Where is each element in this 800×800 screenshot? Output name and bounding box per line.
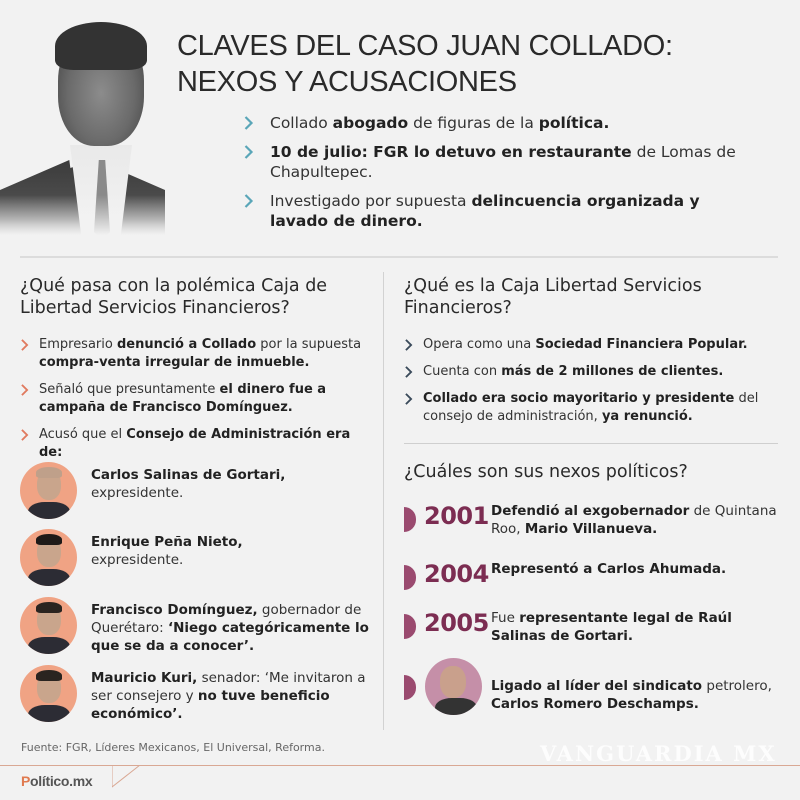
body-text: Acusó que el (39, 427, 127, 442)
list-item (20, 426, 375, 462)
controversy-list (20, 336, 375, 462)
emphasis-text: Consejo de Administración era de: (39, 427, 351, 460)
emphasis-text: abogado (332, 114, 409, 132)
source-note: Fuente: FGR, Líderes Mexicanos, El Universal, Reforma. (21, 741, 325, 754)
chevron-right-icon (243, 194, 254, 208)
list-item (404, 390, 784, 426)
page-title (177, 28, 673, 100)
emphasis-text: el dinero fue a campaña de Francisco Domínguez. (39, 382, 327, 415)
about-list (404, 336, 784, 426)
board-member-item (20, 597, 380, 657)
emphasis-text: política. (538, 114, 610, 132)
emphasis-text: Sociedad Financiera Popular. (535, 337, 748, 352)
emphasis-text: compra-venta irregular de inmueble. (39, 355, 310, 370)
chevron-right-icon (404, 366, 413, 378)
list-item (243, 191, 763, 231)
avatar (425, 658, 482, 715)
divider-top (20, 256, 778, 258)
emphasis-text: 10 de julio: FGR lo detuvo en restaurante (270, 143, 632, 161)
body-text: del consejo de administración, (423, 391, 759, 424)
avatar (20, 529, 77, 586)
body-text: expresidente. (91, 552, 184, 568)
emphasis-text: Representó a Carlos Ahumada. (491, 561, 727, 577)
footer-notch-decoration (112, 765, 142, 790)
chevron-right-icon (20, 429, 29, 441)
year-label: 2001 (424, 502, 489, 530)
body-text: Cuenta con (423, 364, 502, 379)
section-heading-nexos: ¿Cuáles son sus nexos políticos? (404, 462, 688, 482)
body-text: Collado (270, 114, 333, 132)
person-name: Mauricio Kuri, (91, 670, 198, 686)
chevron-right-icon (404, 393, 413, 405)
body-text: Investigado por supuesta (270, 192, 472, 210)
person-name: Enrique Peña Nieto, (91, 534, 243, 550)
chevron-right-icon (20, 384, 29, 396)
body-text: de Lomas de Chapultepec. (270, 143, 736, 181)
body-text: Fue (491, 610, 520, 626)
section-heading-controversy: ¿Qué pasa con la polémica Caja de Libertad Servicios Financieros? (20, 276, 328, 318)
emphasis-text: Mario Villanueva. (524, 521, 658, 537)
chevron-right-icon (243, 116, 254, 130)
chevron-right-icon (243, 145, 254, 159)
emphasis-text: Collado era socio mayoritario y presidente (423, 391, 735, 406)
emphasis-text: denunció a Collado (116, 337, 257, 352)
board-member-item (20, 529, 380, 589)
body-text: senador: ‘Me invitaron a ser consejero y (91, 670, 366, 704)
avatar (20, 597, 77, 654)
emphasis-text: ‘Niego categóricamente lo que se da a conocer’. (91, 620, 369, 654)
list-item (404, 363, 784, 381)
section-heading-about: ¿Qué es la Caja Libertad Servicios Financieros? (404, 276, 702, 318)
politico-mx-logo[interactable] (21, 773, 92, 789)
list-item (404, 336, 784, 354)
half-circle-marker-icon (404, 614, 416, 639)
half-circle-marker-icon (404, 565, 416, 590)
body-text: gobernador de Querétaro: (91, 602, 362, 636)
body-text: Empresario (39, 337, 117, 352)
chevron-right-icon (404, 339, 413, 351)
emphasis-text: representante legal de Raúl Salinas de Gortari. (491, 610, 732, 644)
body-text: de figuras de la (408, 114, 539, 132)
caja-libertad-controversy-section (20, 275, 375, 471)
year-label: 2005 (424, 609, 489, 637)
person-name: Francisco Domínguez, (91, 602, 258, 618)
list-item (20, 381, 375, 417)
caja-libertad-about-section (404, 275, 784, 435)
body-text: petrolero, (702, 678, 772, 694)
vanguardia-watermark: VANGUARDIA MX (540, 741, 777, 766)
logo-text: olítico.mx (30, 773, 93, 789)
emphasis-text: Ligado al líder del sindicato (491, 678, 703, 694)
title-line-1: CLAVES DEL CASO JUAN COLLADO: (177, 30, 673, 62)
emphasis-text: más de 2 millones de clientes. (501, 364, 724, 379)
board-member-item (20, 462, 380, 522)
body-text: por la supuesta (256, 337, 362, 352)
emphasis-text: Defendió al exgobernador (491, 503, 690, 519)
year-label: 2004 (424, 560, 489, 588)
emphasis-text: Carlos Romero Deschamps. (491, 696, 699, 712)
chevron-right-icon (20, 339, 29, 351)
list-item (20, 336, 375, 372)
juan-collado-portrait (0, 20, 165, 235)
emphasis-text: no tuve beneficio económico’. (91, 688, 330, 722)
divider-right-mid (404, 443, 778, 444)
board-member-item (20, 665, 380, 725)
person-name: Carlos Salinas de Gortari, (91, 467, 286, 483)
list-item (243, 113, 763, 133)
emphasis-text: ya renunció. (601, 409, 693, 424)
list-item (243, 142, 763, 182)
divider-vertical (383, 272, 384, 730)
half-circle-marker-icon (404, 675, 416, 700)
body-text: de Quintana Roo, (491, 503, 777, 537)
logo-initial: P (21, 773, 31, 789)
body-text: expresidente. (91, 485, 184, 501)
body-text: Señaló que presuntamente (39, 382, 220, 397)
emphasis-text: delincuencia organizada y lavado de dinero. (270, 192, 700, 230)
key-facts-list (243, 113, 763, 240)
body-text: Opera como una (423, 337, 536, 352)
title-line-2: NEXOS Y ACUSACIONES (177, 66, 517, 98)
half-circle-marker-icon (404, 507, 416, 532)
avatar (20, 462, 77, 519)
avatar (20, 665, 77, 722)
